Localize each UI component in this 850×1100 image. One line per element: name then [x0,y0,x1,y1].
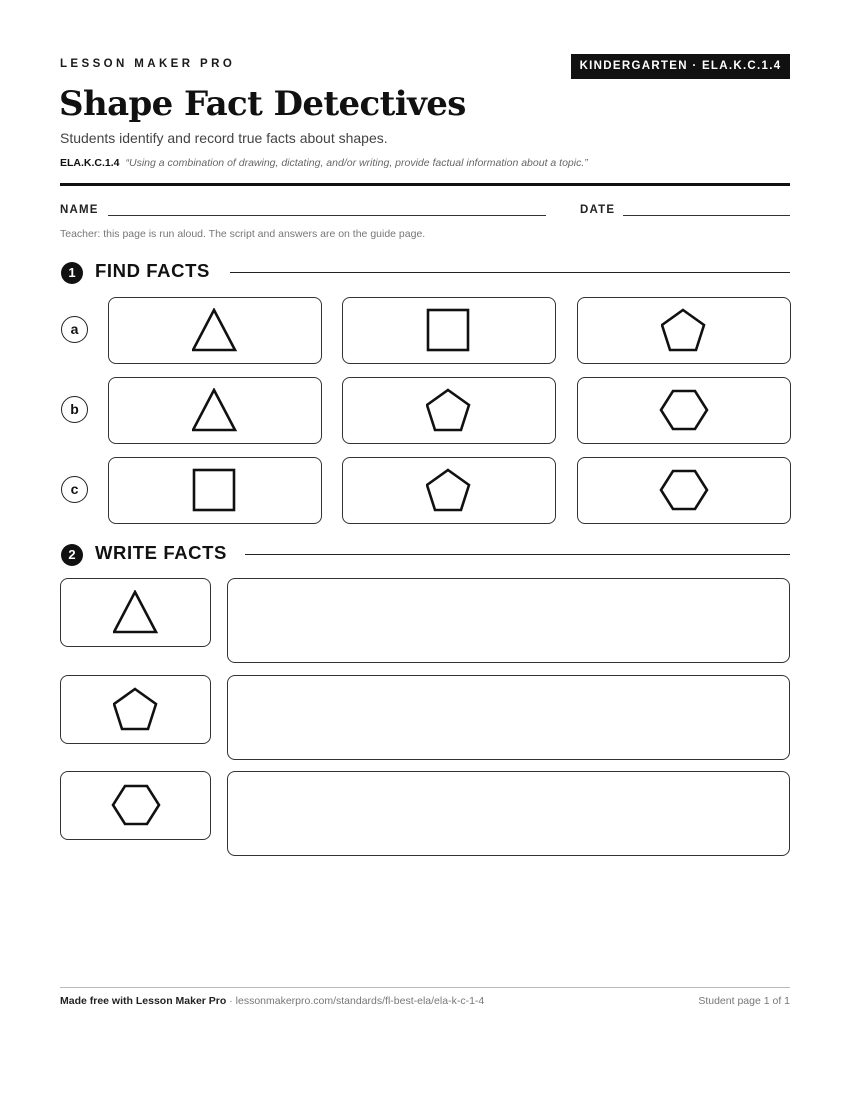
fact-answer-box-1[interactable] [227,578,790,663]
date-label: DATE [580,204,616,216]
section-2-number: 2 [61,544,83,566]
square-icon [192,468,238,514]
fact-answer-box-3[interactable] [227,771,790,856]
row-letter-c: c [61,476,88,503]
name-label: NAME [60,204,99,216]
footer-made-with: Made free with Lesson Maker Pro [60,995,227,1007]
triangle-icon [192,388,238,434]
hexagon-icon [659,468,709,514]
header-divider [60,183,790,186]
footer-url[interactable]: · lessonmakerpro.com/standards/fl-best-ela/ela-k-c-1-4 [226,995,485,1007]
section-2-rule [245,554,790,555]
standard-code: ELA.K.C.1.4 [60,157,120,169]
triangle-icon [113,590,159,636]
pentagon-icon [426,388,472,434]
shape-card-c-1[interactable] [108,457,322,524]
shape-card-b-3[interactable] [577,377,791,444]
footer-page-number: Student page 1 of 1 [698,995,790,1007]
shape-card-b-2[interactable] [342,377,556,444]
hexagon-icon [659,388,709,434]
shape-card-a-3[interactable] [577,297,791,364]
grade-standard-badge: KINDERGARTEN · ELA.K.C.1.4 [571,54,790,79]
hexagon-icon [111,783,161,829]
shape-card-c-3[interactable] [577,457,791,524]
name-field[interactable] [108,215,546,216]
standard-text: “Using a combination of drawing, dictating, and/or writing, provide factual information about a topic.” [125,157,588,169]
shape-card-a-1[interactable] [108,297,322,364]
triangle-icon [192,308,238,354]
shape-card-b-1[interactable] [108,377,322,444]
section-1-number: 1 [61,262,83,284]
shape-card-c-2[interactable] [342,457,556,524]
section-1-rule [230,272,790,273]
square-icon [426,308,472,354]
pentagon-icon [426,468,472,514]
shape-card-a-2[interactable] [342,297,556,364]
pentagon-icon [113,687,159,733]
write-shape-card-3 [60,771,211,840]
row-letter-a: a [61,316,88,343]
row-letter-b: b [61,396,88,423]
date-field[interactable] [623,215,790,216]
pentagon-icon [661,308,707,354]
write-shape-card-2 [60,675,211,744]
standard-line [60,157,588,169]
fact-answer-box-2[interactable] [227,675,790,760]
brand-name: LESSON MAKER PRO [60,58,236,70]
write-shape-card-1 [60,578,211,647]
section-2-title: WRITE FACTS [95,542,227,563]
teacher-note: Teacher: this page is run aloud. The script and answers are on the guide page. [60,228,426,240]
section-1-title: FIND FACTS [95,260,210,281]
footer-divider [60,987,790,988]
page-title: Shape Fact Detectives [59,84,466,124]
page-subtitle: Students identify and record true facts about shapes. [60,130,388,146]
